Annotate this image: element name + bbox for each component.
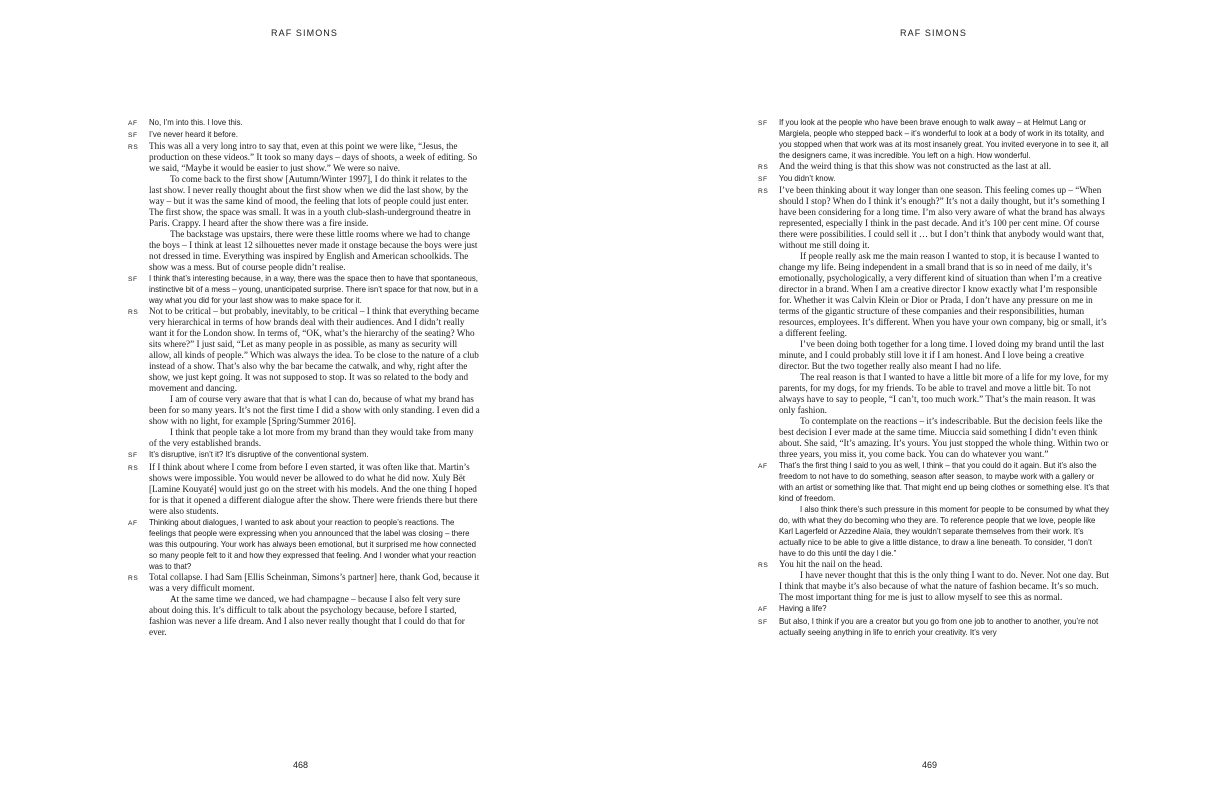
- interview-entry: [758, 616, 1110, 638]
- paragraph: If I think about where I come from before I even started, it was often like that. Martin’s shows were impossible. You would never be allowed to do what he did now. Xuly Bët [Lamine Kouyaté] would just go on the street with his models. And the one thing I hoped for is that it opened a different dialogue after the show. There were friends there but there were also students.: [149, 461, 478, 516]
- entry-text: [779, 460, 1110, 559]
- interview-entry: [128, 129, 480, 141]
- entry-text: [779, 559, 1110, 603]
- interview-entry: [128, 141, 480, 273]
- speaker-initials: RS: [128, 574, 139, 582]
- paragraph: I’ve been thinking about it way longer than one season. This feeling comes up – “When should I stop? When do I think it’s enough?” It’s not a daily thought, but it’s something I have been considering for a long time. I’m also very aware of what the brand has always represented, especially I think in the past decade. And it’s 100 per cent mine. Of course there were possibilities. I could sell it … but I don’t think that anybody would want that, without me still doing it.: [779, 185, 1105, 251]
- entry-text: [149, 517, 480, 572]
- interview-entry: [758, 559, 1110, 603]
- speaker-initials: SF: [128, 452, 138, 460]
- interview-entry: [128, 117, 480, 129]
- interview-entry: [128, 517, 480, 572]
- interview-entry: [758, 117, 1110, 161]
- running-head-left: RAF SIMONS: [271, 28, 339, 38]
- paragraph: That’s the first thing I said to you as well, I think – that you could do it again. But it’s also the freedom to not have to do something, season after season, to maybe work with a gallery or with an artist or something like that. That might end up being clothes or something else. It’s that kind of freedom.: [779, 461, 1110, 504]
- entry-text: [149, 141, 480, 273]
- interview-entry: [758, 161, 1110, 173]
- entry-text: [149, 306, 480, 449]
- entry-text: [779, 616, 1110, 638]
- paragraph: To come back to the first show [Autumn/Winter 1997], I do think it relates to the last show. I never really thought about the first show when we did the last show, by the way – but it was the same kind of mood, the feeling that lots of people could just enter. The first show, the space was small. It was in a youth club-slash-underground theatre in Paris. Crappy. I heard after the show there was a fire inside.: [149, 174, 471, 229]
- paragraph: I have never thought that this is the only thing I want to do. Never. Not one day. But I think that maybe it’s also because of what the nature of fashion became. It’s so much. The most important thing for me is just to allow myself to see this as normal.: [779, 570, 1109, 603]
- paragraph: I think that’s interesting because, in a way, there was the space then to have that spontaneous, instinctive bit of a mess – young, unanticipated surprise. There isn’t space for that now, but in a way what you did for your last show was to make space for it.: [149, 274, 479, 306]
- paragraph: Total collapse. I had Sam [Ellis Scheinman, Simons’s partner] here, thank God, because it was a very difficult moment.: [149, 571, 480, 593]
- speaker-initials: SF: [758, 176, 768, 184]
- interview-entry: [128, 572, 480, 638]
- paragraph: If people really ask me the main reason I wanted to stop, it is because I wanted to change my life. Being independent in a small brand that is so in need of me daily, it’s emotionally, psychologically, a very different kind of situation than when I’m a creative director in a brand. When I am a creative director I know exactly what I’m responsible for. Whether it was Calvin Klein or Dior or Prada, I don’t have any pressure on me in terms of the gigantic structure of these companies and their responsibilities, human resources, employees. It’s different. When you have your own company, big or small, it’s a different feeling.: [779, 251, 1107, 339]
- interview-entry: [128, 273, 480, 306]
- speaker-initials: AF: [758, 606, 768, 614]
- paragraph: And the weird thing is that this show was not constructed as the last at all.: [779, 161, 1052, 171]
- interview-text-left: [128, 117, 480, 638]
- speaker-initials: AF: [128, 519, 138, 527]
- entry-text: [779, 185, 1110, 460]
- paragraph: I also think there’s such pressure in this moment for people to be consumed by what they do, with what they do becoming who they are. To reference people that we love, people like Karl Lagerfeld or Azzedine Alaïa, they wouldn’t separate themselves from their work. It’s actually nice to be able to give a little distance, to draw a line beneath. To consider, “I don’t have to do this until the day I die.”: [779, 505, 1109, 559]
- interview-entry: [758, 460, 1110, 559]
- interview-entry: [128, 306, 480, 449]
- paragraph: But also, I think if you are a creator but you go from one job to another to another, you’re not actually seeing anything in life to enrich your creativity. It’s very: [779, 616, 1099, 637]
- speaker-initials: RS: [758, 562, 769, 570]
- paragraph: I’ve been doing both together for a long time. I loved doing my brand until the last minute, and I could probably still love it if I am honest. And I love being a creative director. But the two together really also meant I had no life.: [779, 339, 1104, 372]
- paragraph: It’s disruptive, isn’t it? It’s disruptive of the conventional system.: [149, 450, 369, 460]
- entry-text: [149, 129, 480, 140]
- entry-text: [149, 273, 480, 306]
- interview-entry: [128, 449, 480, 461]
- right-page: [613, 0, 1226, 800]
- paragraph: You hit the nail on the head.: [779, 559, 883, 570]
- entry-text: [779, 161, 1110, 172]
- speaker-initials: AF: [758, 463, 768, 471]
- page-number-right: 469: [922, 760, 938, 770]
- speaker-initials: RS: [128, 309, 139, 317]
- entry-text: [149, 462, 480, 517]
- interview-entry: [758, 185, 1110, 460]
- paragraph: If you look at the people who have been brave enough to walk away – at Helmut Lang or Margiela, people who stepped back – it’s wonderful to look at a body of work in its totality, and you stopped when that work was at its most insanely great. You invited everyone in to see it, all the designers came, it was incredible. You left on a high. How wonderful.: [779, 118, 1109, 160]
- paragraph: Having a life?: [779, 604, 827, 614]
- interview-entry: [128, 462, 480, 517]
- paragraph: I’ve never heard it before.: [149, 130, 238, 140]
- speaker-initials: SF: [128, 132, 138, 140]
- running-head-right: RAF SIMONS: [900, 28, 968, 38]
- entry-text: [149, 449, 480, 460]
- entry-text: [149, 117, 480, 128]
- paragraph: No, I’m into this. I love this.: [149, 118, 243, 127]
- paragraph: I am of course very aware that that is what I can do, because of what my brand has been for so many years. It’s not the first time I did a show with only standing. I even did a show with no light, for example [Spring/Summer 2016].: [149, 394, 480, 427]
- speaker-initials: RS: [128, 464, 139, 472]
- entry-text: [779, 173, 1110, 184]
- paragraph: The backstage was upstairs, there were these little rooms where we had to change the boys – I think at least 12 silhouettes never made it onstage because the boys were just not dressed in time. Everything was inspired by English and American schoolkids. The show was a mess. But of course people didn’t realise.: [149, 229, 478, 273]
- interview-text-right: [758, 117, 1110, 638]
- entry-text: [779, 603, 1110, 614]
- page-number-left: 468: [293, 760, 309, 770]
- speaker-initials: SF: [128, 276, 138, 284]
- paragraph: Thinking about dialogues, I wanted to ask about your reaction to people’s reactions. The feelings that people were expressing when you announced that the label was closing – there was this outpouring. Your work has always been emotional, but it surprised me how connected so many people felt to it and how they expressed that feeling. And I wonder what your reaction was to that?: [149, 517, 477, 571]
- paragraph: You didn’t know.: [779, 174, 836, 184]
- interview-entry: [758, 603, 1110, 615]
- paragraph: Not to be critical – but probably, inevitably, to be critical – I think that everything became very hierarchical in terms of how brands deal with their audiences. And I didn’t really want it for the London show. In terms of, “OK, what’s the hierarchy of the seating? Who sits where?” I just said, “Let as many people in as possible, as many as security will allow, all kinds of people.” Which was always the idea. To be close to the nature of a club instead of a show. That’s also why the bar became the catwalk, and why, right after the show, we just kept going. It was not supposed to stop. It was so related to the body and movement and dancing.: [149, 306, 479, 394]
- speaker-initials: AF: [128, 120, 138, 127]
- entry-text: [779, 117, 1110, 161]
- paragraph: This was all a very long intro to say that, even at this point we were like, “Jesus, the production on these videos.” It took so many days – days of shoots, a week of editing. So we said, “Maybe it would be easier to just show.” We were so naive.: [149, 141, 478, 174]
- entry-text: [149, 572, 480, 638]
- paragraph: The real reason is that I wanted to have a little bit more of a life for my love, for my parents, for my dogs, for my friends. To be able to travel and move a little bit. To not always have to say to people, “I can’t, too much work.” That’s the main reason. It was only fashion.: [779, 372, 1109, 416]
- speaker-initials: RS: [758, 188, 769, 196]
- interview-entry: [758, 173, 1110, 185]
- paragraph: To contemplate on the reactions – it’s indescribable. But the decision feels like the best decision I ever made at the same time. Miuccia said something I didn’t even think about. She said, “It’s amazing. It’s yours. You just stopped the whole thing. Within two or three years, you miss it, you come back. You can do whatever you want.”: [779, 416, 1109, 460]
- speaker-initials: RS: [758, 164, 769, 171]
- speaker-initials: RS: [128, 144, 139, 152]
- paragraph: At the same time we danced, we had champagne – because I also felt very sure about doing this. It’s difficult to talk about the psychology because, before I started, fashion was never a life dream. And I also never really thought that I could do that for ever.: [149, 593, 465, 637]
- paragraph: I think that people take a lot more from my brand than they would take from many of the very established brands.: [149, 427, 474, 449]
- speaker-initials: SF: [758, 618, 768, 626]
- speaker-initials: SF: [758, 120, 768, 127]
